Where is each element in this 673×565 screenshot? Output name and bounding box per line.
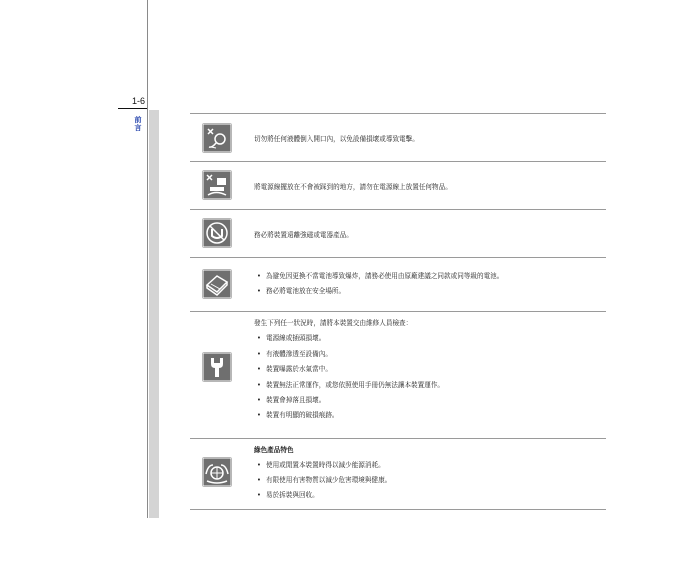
green-heading: 綠色產品特色 (254, 446, 294, 454)
safety-text: 將電源線擺放在不會被踩到的地方，請勿在電源線上放置任何物品。 (254, 182, 452, 191)
list-item: • 裝置會掉落且損壞。 (254, 393, 606, 408)
page-margin-line (147, 0, 148, 518)
list-item: • 裝置曝露於水氣當中。 (254, 362, 606, 377)
safety-text: 切勿將任何液體倒入開口內，以免設備損壞或導致電擊。 (254, 134, 419, 143)
list-item: • 裝置無法正常運作，或您依照使用手冊仍無法讓本裝置運作。 (254, 378, 606, 393)
safety-row-magnet (190, 209, 606, 257)
list-item: • 為避免因更換不當電池導致爆炸，請務必使用由原廠建議之同款或同等級的電池。 (254, 269, 606, 284)
green-list (254, 458, 606, 503)
wrench-icon (202, 352, 232, 382)
safety-table (190, 113, 606, 510)
spill-warning-icon (202, 123, 232, 153)
list-item: • 裝置有明顯的破損痕跡。 (254, 408, 606, 423)
no-magnet-icon (202, 218, 232, 248)
list-item: • 使用或閒置本裝置時得以減少能源消耗。 (254, 458, 606, 473)
battery-icon (202, 269, 232, 299)
safety-row-liquid (190, 113, 606, 161)
safety-row-power-cord (190, 161, 606, 209)
list-item: • 電源線或插頭損壞。 (254, 331, 606, 346)
safety-row-battery (190, 257, 606, 311)
list-item: • 務必將電池放在安全場所。 (254, 284, 606, 299)
safety-row-green (190, 438, 606, 510)
section-side-bar (149, 110, 159, 518)
safety-row-service (190, 311, 606, 438)
page-number: 1-6 (131, 96, 145, 106)
power-cord-icon (202, 170, 232, 200)
list-item: • 有液體滲透至設備內。 (254, 347, 606, 362)
chapter-side-label: 前言 (134, 116, 142, 132)
service-list (254, 331, 606, 423)
battery-list (254, 269, 606, 299)
safety-text: 務必將裝置遠離強磁或電器產品。 (254, 230, 353, 239)
green-globe-icon (202, 457, 232, 487)
service-intro: 發生下列任一狀況時，請將本裝置交由維修人員檢查： (254, 319, 413, 327)
list-item: • 易於拆裝與回收。 (254, 488, 606, 503)
list-item: • 有限使用有害物質以減少危害環境與健康。 (254, 473, 606, 488)
page-number-rule (118, 108, 147, 109)
